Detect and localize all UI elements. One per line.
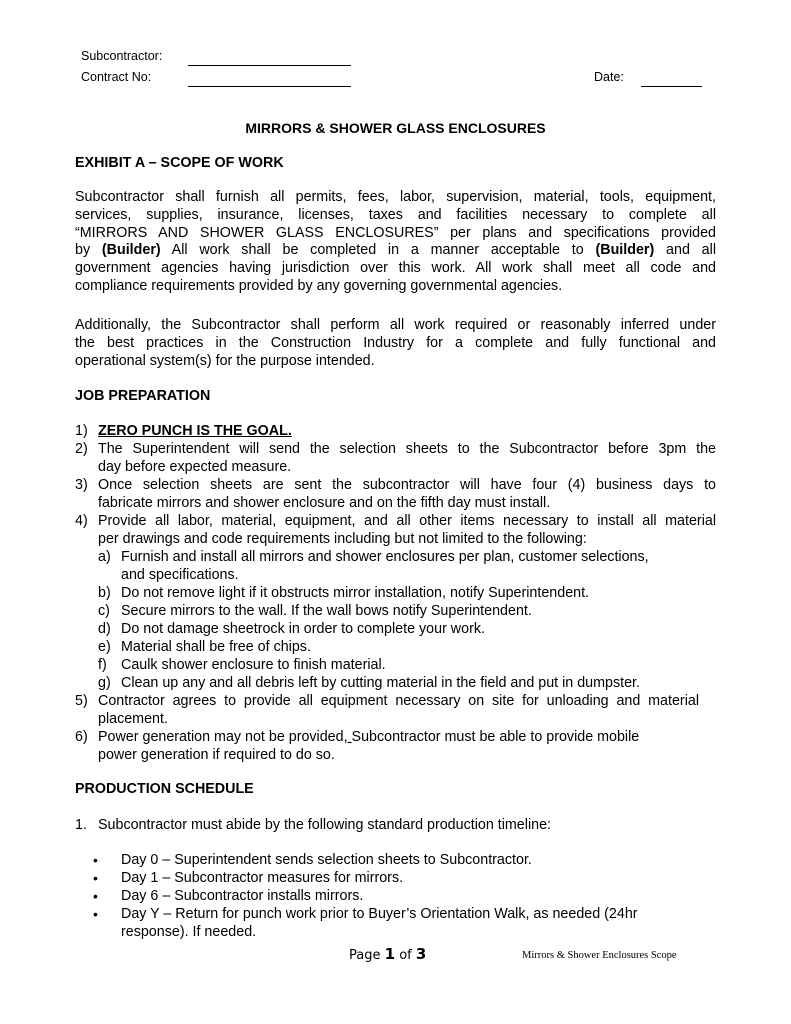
list-number: 5) — [75, 693, 88, 709]
zero-punch-goal: ZERO PUNCH IS THE GOAL. — [98, 423, 292, 439]
list-item: day before expected measure. — [98, 459, 292, 475]
list-number: 1) — [75, 423, 88, 439]
bullet-icon: • — [93, 906, 98, 922]
additional-paragraph — [75, 317, 716, 370]
job-preparation-heading: JOB PREPARATION — [75, 388, 211, 404]
list-item: Once selection sheets are sent the subcontractor will have four (4) business days to — [98, 477, 716, 493]
timeline-item: Day Y – Return for punch work prior to Buyer’s Orientation Walk, as needed (24hr — [121, 906, 638, 922]
timeline-item: Day 1 – Subcontractor measures for mirrors. — [121, 870, 404, 886]
list-number: 4) — [75, 513, 88, 529]
list-item: fabricate mirrors and shower enclosure and on the fifth day must install. — [98, 495, 551, 511]
list-item: placement. — [98, 711, 168, 727]
list-item: The Superintendent will send the selection sheets to the Subcontractor before 3pm the — [98, 441, 716, 457]
timeline-item: Day 0 – Superintendent sends selection sheets to Subcontractor. — [121, 852, 532, 868]
builder-ref: (Builder) — [101, 242, 161, 259]
list-number: 3) — [75, 477, 88, 493]
timeline-item: response). If needed. — [121, 924, 257, 940]
job-preparation-list — [75, 423, 716, 763]
exhibit-heading: EXHIBIT A – SCOPE OF WORK — [75, 155, 284, 171]
additional-line: the best practices in the Construction Industry for a complete and fully functional and — [75, 334, 716, 351]
list-item: Contractor agrees to provide all equipment necessary on site for unloading and material — [98, 693, 699, 709]
production-timeline-list — [0, 852, 791, 942]
sub-letter: a) — [98, 549, 111, 565]
sub-item: Material shall be free of chips. — [121, 639, 311, 655]
subcontractor-blank[interactable] — [188, 65, 351, 66]
scope-paragraph — [75, 189, 716, 296]
list-item: power generation if required to do so. — [98, 747, 335, 763]
scope-line: Subcontractor shall furnish all permits, fees, labor, supervision, material, tools, equipment, — [75, 189, 716, 205]
scope-line: services, supplies, insurance, licenses, taxes and facilities necessary to complete all — [75, 206, 716, 223]
scope-line: compliance requirements provided by any governing governmental agencies. — [75, 277, 563, 294]
sub-letter: e) — [98, 639, 111, 655]
list-number: 2) — [75, 441, 88, 457]
date-blank[interactable] — [641, 86, 702, 87]
list-item: Power generation may not be provided, Subcontractor must be able to provide mobile — [98, 729, 640, 745]
sub-letter: c) — [98, 603, 110, 619]
scope-line: by (Builder) All work shall be completed in a manner acceptable to (Builder) and all — [75, 242, 716, 259]
date-label: Date: — [594, 70, 624, 84]
additional-line: Additionally, the Subcontractor shall perform all work required or reasonably inferred under — [75, 317, 716, 333]
timeline-item: Day 6 – Subcontractor installs mirrors. — [121, 888, 364, 904]
production-item-text: Subcontractor must abide by the following standard production timeline: — [98, 817, 551, 833]
list-number: 6) — [75, 729, 88, 745]
production-schedule-heading: PRODUCTION SCHEDULE — [75, 781, 254, 797]
sub-letter: f) — [98, 657, 107, 673]
list-item: Provide all labor, material, equipment, and all other items necessary to install all material — [98, 513, 716, 529]
sub-letter: d) — [98, 621, 111, 637]
scope-line: government agencies having jurisdiction over this work. All work shall meet all code and — [75, 260, 716, 277]
sub-item: Furnish and install all mirrors and shower enclosures per plan, customer selections, — [121, 549, 649, 565]
subcontractor-label: Subcontractor: — [81, 49, 163, 63]
contract-no-blank[interactable] — [188, 86, 351, 87]
additional-line: operational system(s) for the purpose intended. — [75, 352, 375, 369]
production-item-number: 1. — [75, 817, 87, 833]
sub-letter: g) — [98, 675, 111, 691]
builder-ref: (Builder) — [595, 242, 655, 259]
list-item: per drawings and code requirements including but not limited to the following: — [98, 531, 587, 547]
footer-scope-label: Mirrors & Shower Enclosures Scope — [522, 950, 677, 961]
sub-letter: b) — [98, 585, 111, 601]
sub-item: Secure mirrors to the wall. If the wall bows notify Superintendent. — [121, 603, 532, 619]
scope-line: “MIRRORS AND SHOWER GLASS ENCLOSURES” per plans and specifications provided — [75, 224, 716, 241]
contract-no-label: Contract No: — [81, 70, 152, 84]
sub-item: Caulk shower enclosure to finish material. — [121, 657, 386, 673]
sub-item: Do not remove light if it obstructs mirror installation, notify Superintendent. — [121, 585, 590, 601]
sub-item: and specifications. — [121, 567, 239, 583]
bullet-icon: • — [93, 870, 98, 886]
sub-item: Clean up any and all debris left by cutting material in the field and put in dumpster. — [121, 675, 640, 691]
document-title: MIRRORS & SHOWER GLASS ENCLOSURES — [245, 120, 546, 136]
sub-item: Do not damage sheetrock in order to complete your work. — [121, 621, 485, 637]
bullet-icon: • — [93, 852, 98, 868]
page-number: Page 1 of 3 — [349, 945, 427, 963]
bullet-icon: • — [93, 888, 98, 904]
